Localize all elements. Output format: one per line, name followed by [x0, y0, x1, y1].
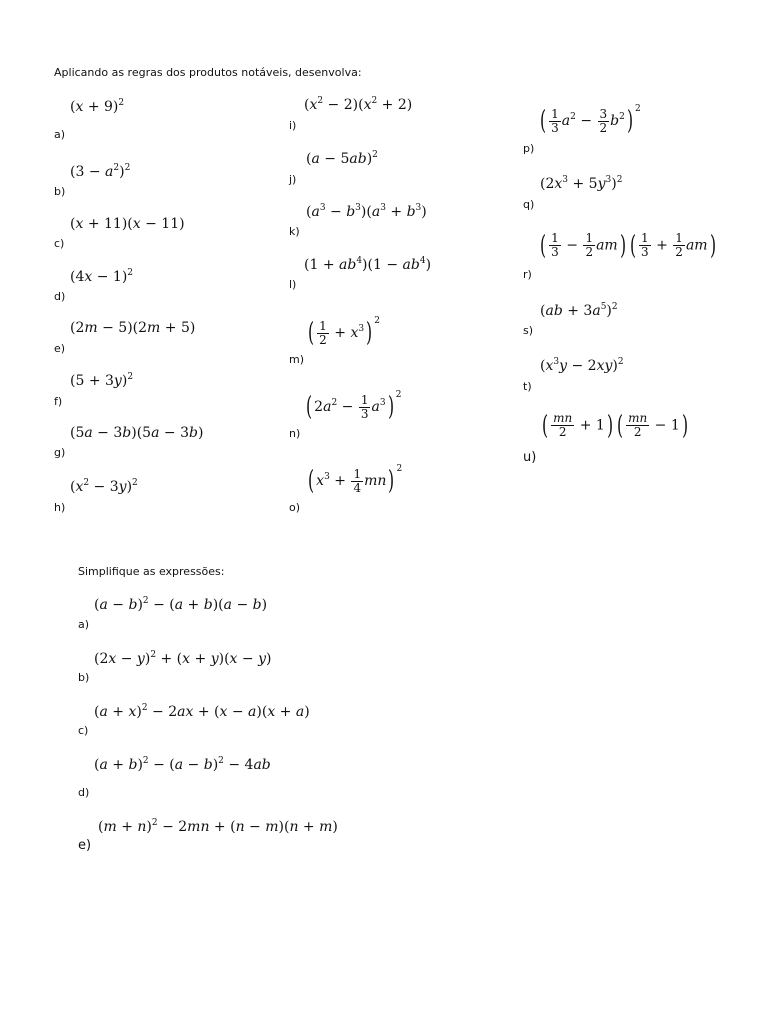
expression-l: $(1 + ab^4)(1 - ab^4)$ — [304, 256, 432, 273]
item-label-j: j) — [289, 173, 297, 186]
item-label-q: q) — [523, 198, 535, 211]
expression-a: $(x + 9)^2$ — [70, 98, 125, 115]
expression-r: ( $\frac{1}{3}$ − $\frac{1}{2}$ am) ( $\frac{1}{3}$ + $\frac{1}{2}$ am) — [540, 230, 716, 261]
item-label-u: u) — [523, 450, 537, 465]
expression-f: $(5 + 3y)^2$ — [70, 372, 134, 389]
expression-p: ( $\frac{1}{3}$ $a^2$ − $\frac{3}{2}$ $b^2$) $^2$ — [540, 104, 641, 136]
expression-m: ( $\frac{1}{2}$ + $x^3$) $^2$ — [308, 316, 380, 348]
expression-j: $(a - 5ab)^2$ — [306, 150, 378, 167]
section-title-produtos-notaveis: Aplicando as regras dos produtos notáveis, desenvolva: — [54, 66, 362, 79]
simplify-label-b: b) — [78, 671, 90, 684]
simplify-label-a: a) — [78, 618, 90, 631]
expression-i: $(x^2 - 2)(x^2 + 2)$ — [304, 96, 413, 113]
item-label-p: p) — [523, 142, 535, 155]
expression-h: $(x^2 - 3y)^2$ — [70, 478, 138, 495]
item-label-b: b) — [54, 185, 66, 198]
item-label-a: a) — [54, 128, 66, 141]
simplify-expression-c: $(a + x)^2 - 2ax + (x - a)(x + a)$ — [94, 703, 310, 720]
simplify-label-c: c) — [78, 724, 89, 737]
item-label-e: e) — [54, 342, 66, 355]
item-label-n: n) — [289, 427, 301, 440]
item-label-m: m) — [289, 353, 305, 366]
section-title-simplifique: Simplifique as expressões: — [78, 565, 225, 578]
expression-c: (x + 11)(x − 11) — [70, 216, 185, 232]
item-label-r: r) — [523, 268, 532, 281]
simplify-expression-e: $(m + n)^2 - 2mn + (n - m)(n + m)$ — [98, 818, 338, 835]
expression-s: $(ab + 3a^5)^2$ — [540, 302, 618, 319]
expression-e: (2m − 5)(2m + 5) — [70, 320, 196, 336]
item-label-h: h) — [54, 501, 66, 514]
item-label-k: k) — [289, 225, 300, 238]
item-label-c: c) — [54, 237, 65, 250]
item-label-g: g) — [54, 446, 66, 459]
item-label-f: f) — [54, 395, 63, 408]
expression-n: ( $2a^2$ − $\frac{1}{3}$ $a^3$) $^2$ — [306, 390, 402, 422]
expression-u: ( $\frac{mn}{2}$ + 1) ( $\frac{mn}{2}$ − 1) — [542, 410, 688, 441]
expression-b: $(3 - a^2)^2$ — [70, 163, 131, 180]
item-label-o: o) — [289, 501, 301, 514]
expression-d: $(4x - 1)^2$ — [70, 268, 134, 285]
expression-t: $(x^3y - 2xy)^2$ — [540, 357, 624, 374]
item-label-l: l) — [289, 278, 297, 291]
expression-g: (5a − 3b)(5a − 3b) — [70, 425, 204, 441]
simplify-expression-b: $(2x - y)^2 + (x + y)(x - y)$ — [94, 650, 272, 667]
expression-k: $(a^3 - b^3)(a^3 + b^3)$ — [306, 203, 427, 220]
simplify-expression-d: $(a + b)^2 - (a - b)^2 - 4ab$ — [94, 756, 271, 773]
item-label-t: t) — [523, 380, 532, 393]
simplify-label-d: d) — [78, 786, 90, 799]
simplify-label-e: e) — [78, 838, 92, 853]
item-label-i: i) — [289, 119, 297, 132]
expression-o: ( $x^3$ + $\frac{1}{4}$ mn) $^2$ — [308, 464, 403, 496]
item-label-d: d) — [54, 290, 66, 303]
simplify-expression-a: $(a - b)^2 - (a + b)(a - b)$ — [94, 596, 268, 613]
item-label-s: s) — [523, 324, 534, 337]
expression-q: $(2x^3 + 5y^3)^2$ — [540, 175, 623, 192]
